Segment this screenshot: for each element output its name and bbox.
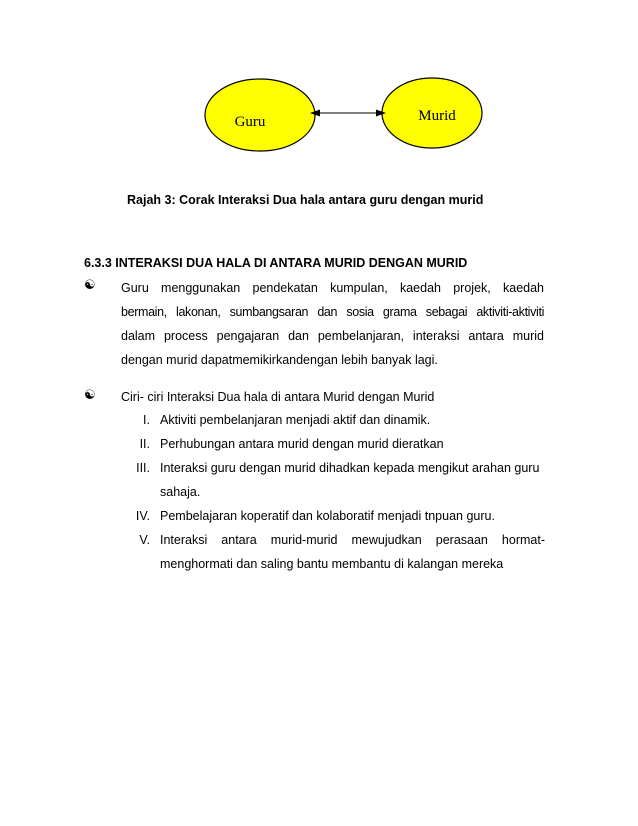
figure-caption: Rajah 3: Corak Interaksi Dua hala antara guru dengan murid <box>127 193 484 207</box>
characteristics-list <box>100 408 560 576</box>
list-item-text: Perhubungan antara murid dengan murid dieratkan <box>160 437 444 451</box>
paragraph-line: Ciri- ciri Interaksi Dua hala di antara Murid dengan Murid <box>121 390 435 404</box>
list-item <box>100 408 560 432</box>
guru-label: Guru <box>234 114 266 130</box>
bullet1-paragraph <box>121 276 544 372</box>
list-item-number: IV. <box>135 509 150 523</box>
list-item-number: II. <box>139 437 150 451</box>
list-item-text: Interaksi guru dengan murid dihadkan kepada mengikut arahan guru <box>160 461 540 475</box>
list-item-number: V. <box>139 533 150 547</box>
list-item <box>100 456 560 504</box>
list-item-number: I. <box>143 413 150 427</box>
yin-yang-icon: ☯ <box>84 278 96 293</box>
list-item <box>100 504 560 528</box>
paragraph-line: dengan murid dapatmemikirkandengan lebih banyak lagi. <box>121 353 438 367</box>
list-item-text: Aktiviti pembelanjaran menjadi aktif dan dinamik. <box>160 413 431 427</box>
paragraph-line: Guru menggunakan pendekatan kumpulan, kaedah projek, kaedah <box>121 281 544 295</box>
double-arrow-icon <box>310 110 386 117</box>
interaction-diagram <box>0 0 638 170</box>
paragraph-line: dalam process pengajaran dan pembelanjaran, interaksi antara murid <box>121 329 544 343</box>
section-heading: 6.3.3 INTERAKSI DUA HALA DI ANTARA MURID DENGAN MURID <box>84 256 468 270</box>
list-item-text: Interaksi antara murid-murid mewujudkan perasaan hormat- <box>160 533 545 547</box>
list-item-text: Pembelajaran koperatif dan kolaboratif menjadi tnpuan guru. <box>160 509 495 523</box>
yin-yang-icon: ☯ <box>84 388 96 403</box>
list-item <box>100 432 560 456</box>
list-item <box>100 528 560 576</box>
diagram-canvas <box>0 0 638 170</box>
list-item-text: sahaja. <box>160 485 201 499</box>
bullet2-title <box>121 385 544 409</box>
murid-label: Murid <box>418 108 456 124</box>
paragraph-line: bermain, lakonan, sumbangsaran dan sosia grama sebagai aktiviti-aktiviti <box>121 305 544 319</box>
list-item-text: menghormati dan saling bantu membantu di kalangan mereka <box>160 557 504 571</box>
list-item-number: III. <box>136 461 150 475</box>
